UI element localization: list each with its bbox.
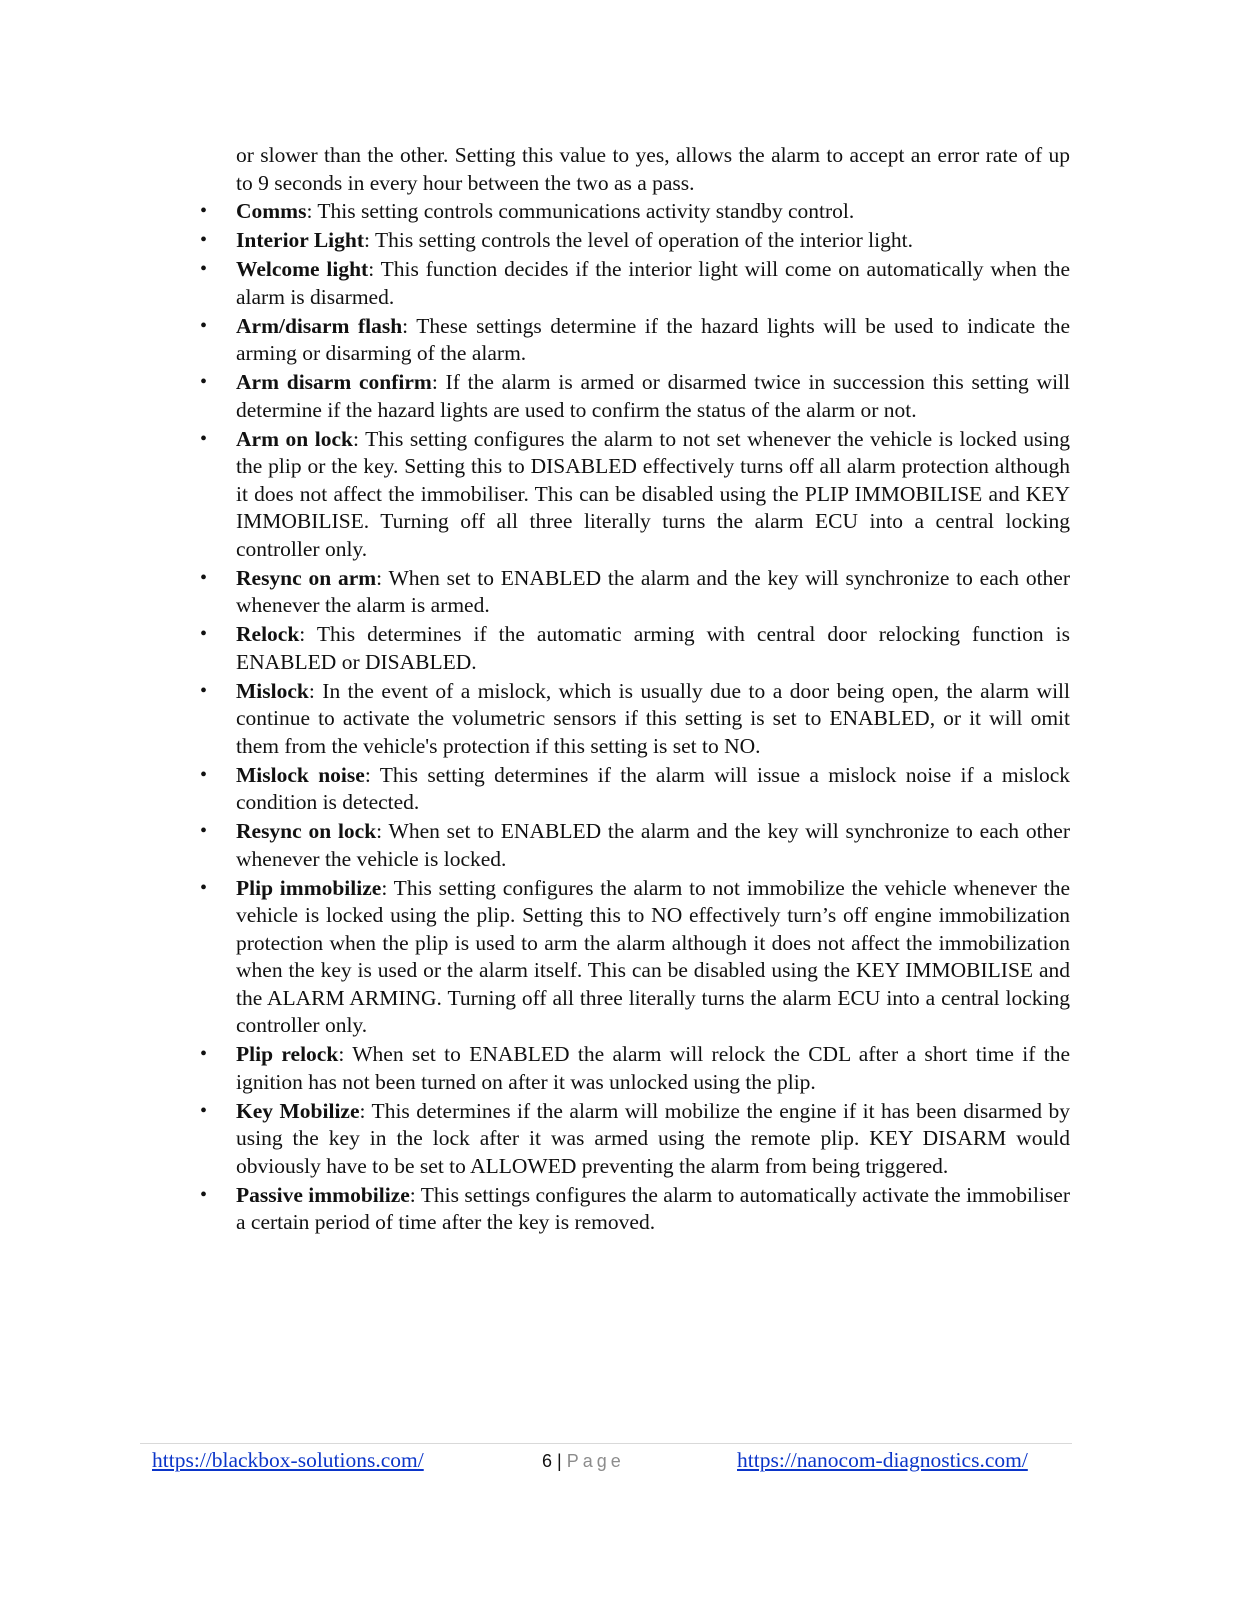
footer-divider xyxy=(140,1443,1072,1444)
setting-term: Resync on lock xyxy=(236,819,377,843)
list-item xyxy=(200,1182,1070,1237)
setting-term: Interior Light xyxy=(236,228,365,252)
document-body xyxy=(200,142,1070,1238)
list-item xyxy=(200,1098,1070,1181)
bullet-icon: • xyxy=(200,314,208,337)
setting-description: : If the alarm is armed or disarmed twice in succession this setting will determine if the hazard lights are used to confirm the status of the alarm or not. xyxy=(236,370,1070,422)
list-item xyxy=(200,313,1070,368)
setting-description: : This determines if the automatic arming with central door relocking function is ENABLED or DISABLED. xyxy=(236,622,1070,674)
list-item xyxy=(200,621,1070,676)
setting-term: Arm on lock xyxy=(236,426,354,451)
setting-description: : This setting configures the alarm to not set whenever the vehicle is locked using the plip or the key. Setting this to DISABLED effectively turns off all alarm protection although it does not affect the immobiliser. This can be disabled using the PLIP IMMOBILISE and KEY IMMOBILISE. Turning off all three literally turns the alarm ECU into a central locking controller only. xyxy=(236,426,1070,561)
bullet-icon: • xyxy=(200,1099,208,1122)
setting-term: Arm disarm confirm xyxy=(236,370,432,394)
bullet-icon: • xyxy=(200,679,208,702)
list-item xyxy=(200,678,1070,761)
list-item xyxy=(200,565,1070,620)
list-item xyxy=(200,875,1070,1040)
page-number-label xyxy=(542,1451,625,1472)
setting-term: Arm/disarm flash xyxy=(236,313,403,338)
setting-term: Mislock xyxy=(236,678,309,703)
setting-term: Resync on arm xyxy=(236,565,377,590)
setting-description: : This function decides if the interior light will come on automatically when the alarm is disarmed. xyxy=(236,257,1071,309)
bullet-icon: • xyxy=(200,371,208,393)
bullet-icon: • xyxy=(200,1043,208,1065)
setting-description: : This setting determines if the alarm will issue a mislock noise if a mislock condition is detected. xyxy=(236,762,1071,814)
setting-description: : This setting configures the alarm to not immobilize the vehicle whenever the vehicle is locked using the plip. Setting this to NO effectively turn’s off engine immobilization protection when the plip is used to arm the alarm although it does not affect the immobilization when the key is used or the alarm itself. This can be disabled using the KEY IMMOBILISE and the ALARM ARMING. Turning off all three literally turns the alarm ECU into a central locking controller only. xyxy=(236,875,1071,1037)
bullet-icon: • xyxy=(200,200,208,222)
bullet-icon: • xyxy=(200,623,208,645)
nanocom-diagnostics-link[interactable]: https://nanocom-diagnostics.com/ xyxy=(737,1448,1028,1472)
setting-description: : When set to ENABLED the alarm will relock the CDL after a short time if the ignition has not been turned on after it was unlocked using the plip. xyxy=(236,1042,1070,1094)
setting-term: Key Mobilize xyxy=(236,1098,360,1123)
bullet-icon: • xyxy=(200,566,208,589)
setting-term: Welcome light xyxy=(236,257,369,281)
setting-description: : This setting controls communications activity standby control. xyxy=(306,199,855,223)
list-item xyxy=(200,762,1070,817)
page-number: 6 xyxy=(542,1451,553,1471)
bullet-icon: • xyxy=(200,229,208,251)
setting-term: Relock xyxy=(236,622,300,646)
setting-term: Passive immobilize xyxy=(236,1182,410,1207)
list-item xyxy=(200,369,1070,424)
setting-description: : When set to ENABLED the alarm and the key will synchronize to each other whenever the alarm is armed. xyxy=(236,565,1070,617)
settings-list xyxy=(200,198,1070,1237)
bullet-icon: • xyxy=(200,876,208,899)
bullet-icon: • xyxy=(200,820,208,842)
setting-term: Plip immobilize xyxy=(236,875,382,900)
bullet-icon: • xyxy=(200,1183,208,1206)
setting-term: Plip relock xyxy=(236,1042,339,1066)
bullet-icon: • xyxy=(200,258,208,280)
blackbox-solutions-link[interactable]: https://blackbox-solutions.com/ xyxy=(152,1448,424,1472)
list-item xyxy=(200,256,1070,311)
continuation-paragraph: or slower than the other. Setting this value to yes, allows the alarm to accept an error rate of up to 9 seconds in every hour between the two as a pass. xyxy=(236,143,1070,195)
setting-description: : When set to ENABLED the alarm and the key will synchronize to each other whenever the vehicle is locked. xyxy=(236,819,1070,871)
setting-description: : This determines if the alarm will mobilize the engine if it has been disarmed by using the key in the lock after it was armed using the remote plip. KEY DISARM would obviously have to be set to ALLOWED preventing the alarm from being triggered. xyxy=(236,1098,1070,1178)
setting-term: Comms xyxy=(236,199,307,223)
setting-description: : This settings configures the alarm to automatically activate the immobiliser a certain period of time after the key is removed. xyxy=(236,1182,1070,1234)
page-separator: | xyxy=(557,1451,562,1471)
bullet-icon: • xyxy=(200,427,208,450)
setting-description: : In the event of a mislock, which is usually due to a door being open, the alarm will continue to activate the volumetric sensors if this setting is set to ENABLED, or it will omit them from the vehicle's protection if this setting is set to NO. xyxy=(236,678,1070,758)
list-item xyxy=(200,1041,1070,1096)
setting-description: : These settings determine if the hazard lights will be used to indicate the arming or disarming of the alarm. xyxy=(236,313,1070,365)
page-footer xyxy=(140,1448,1072,1478)
list-item xyxy=(200,227,1070,255)
setting-term: Mislock noise xyxy=(236,762,365,787)
list-item xyxy=(200,198,1070,226)
page-word: Page xyxy=(566,1451,625,1471)
list-item xyxy=(200,818,1070,873)
list-item xyxy=(200,426,1070,564)
setting-description: : This setting controls the level of operation of the interior light. xyxy=(364,228,913,252)
bullet-icon: • xyxy=(200,763,208,786)
